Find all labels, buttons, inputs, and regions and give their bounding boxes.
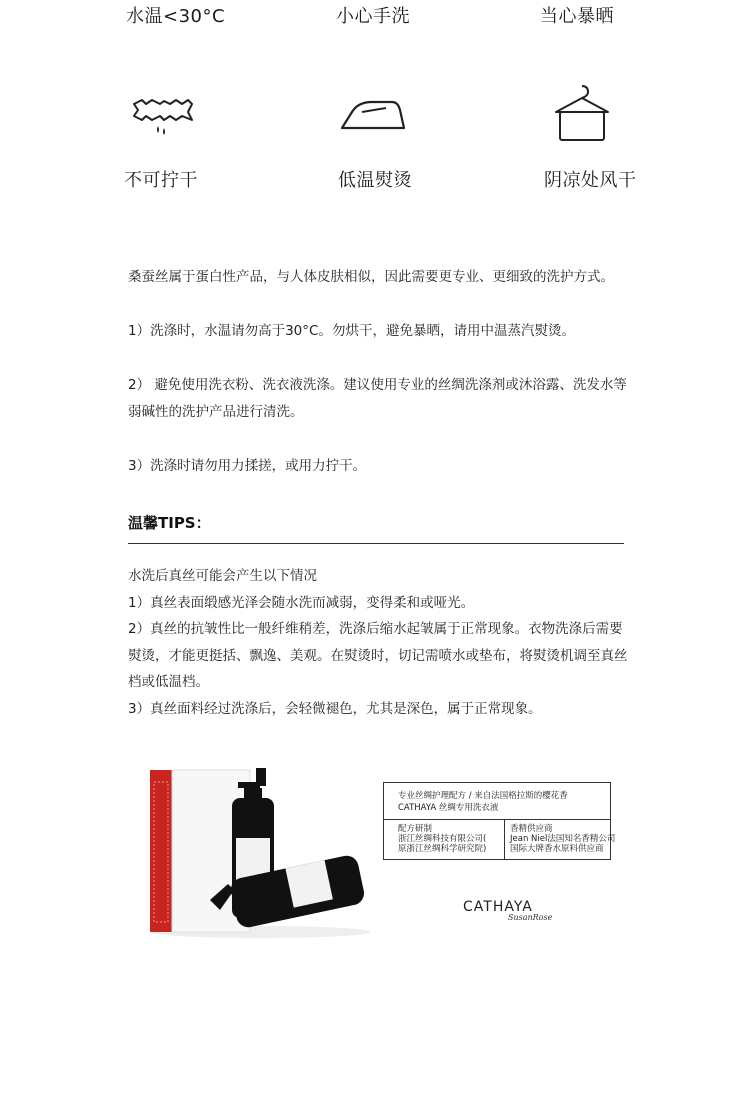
brand-signature: SusanRose	[508, 913, 553, 922]
care-label-avoid-sun: 当心暴晒	[540, 6, 614, 27]
fragrance-line-2: 国际大牌香水原料供应商	[510, 844, 604, 854]
tips-body	[128, 563, 628, 722]
care-label-low-iron: 低温熨烫	[338, 170, 412, 191]
tips-divider	[128, 543, 624, 544]
formula-title: 配方研制	[398, 824, 433, 834]
formula-line-1: 浙江丝绸科技有限公司(	[398, 834, 487, 844]
brand-logo: CATHAYA	[463, 899, 533, 915]
product-info-vdivider	[504, 820, 505, 859]
tips-line: 3）真丝面料经过洗涤后，会轻微褪色，尤其是深色，属于正常现象。	[128, 700, 542, 717]
tips-line: 熨烫，才能更挺括、飘逸、美观。在熨烫时，切记需喷水或垫布，将熨烫机调至真丝	[128, 647, 628, 664]
tips-line: 2）真丝的抗皱性比一般纤维稍差，洗涤后缩水起皱属于正常现象。衣物洗涤后需要	[128, 621, 623, 637]
tips-line: 水洗后真丝可能会产生以下情况	[128, 568, 317, 584]
product-info-line-1: 专业丝绸护理配方 / 来自法国格拉斯的樱花香	[398, 791, 568, 801]
step-3: 3）洗涤时请勿用力揉搓，或用力拧干。	[128, 458, 367, 474]
iron-low-icon	[338, 96, 408, 136]
no-wring-icon	[130, 96, 196, 144]
tips-line: 1）真丝表面缎感光泽会随水洗而减弱，变得柔和或哑光。	[128, 594, 475, 611]
care-label-hand-wash: 小心手洗	[336, 6, 410, 27]
care-label-water-temp: 水温<30°C	[126, 6, 226, 27]
product-info-box	[383, 782, 616, 860]
product-info-divider	[384, 819, 610, 820]
product-photo	[140, 760, 370, 940]
hang-dry-icon	[552, 78, 612, 148]
product-info-line-2: CATHAYA 丝绸专用洗衣液	[398, 803, 499, 813]
tips-title: 温馨TIPS：	[128, 514, 211, 532]
care-label-shade-dry: 阴凉处风干	[544, 170, 637, 191]
tips-line: 档或低温档。	[128, 674, 209, 690]
step-2-line-1: 2） 避免使用洗衣粉、洗衣液洗涤。建议使用专业的丝绸洗涤剂或沐浴露、洗发水等	[128, 377, 627, 393]
fragrance-title: 香精供应商	[510, 824, 553, 834]
fragrance-line-1: Jean Niel法国知名香精公司	[510, 834, 616, 844]
step-2-line-2: 弱碱性的洗护产品进行清洗。	[128, 404, 304, 420]
formula-line-2: 原浙江丝绸科学研究院)	[398, 844, 487, 854]
intro-text: 桑蚕丝属于蛋白性产品，与人体皮肤相似，因此需要更专业、更细致的洗护方式。	[128, 269, 614, 285]
care-label-no-wring: 不可拧干	[124, 170, 198, 191]
step-1: 1）洗涤时，水温请勿高于30°C。勿烘干，避免暴晒，请用中温蒸汽熨烫。	[128, 323, 575, 339]
